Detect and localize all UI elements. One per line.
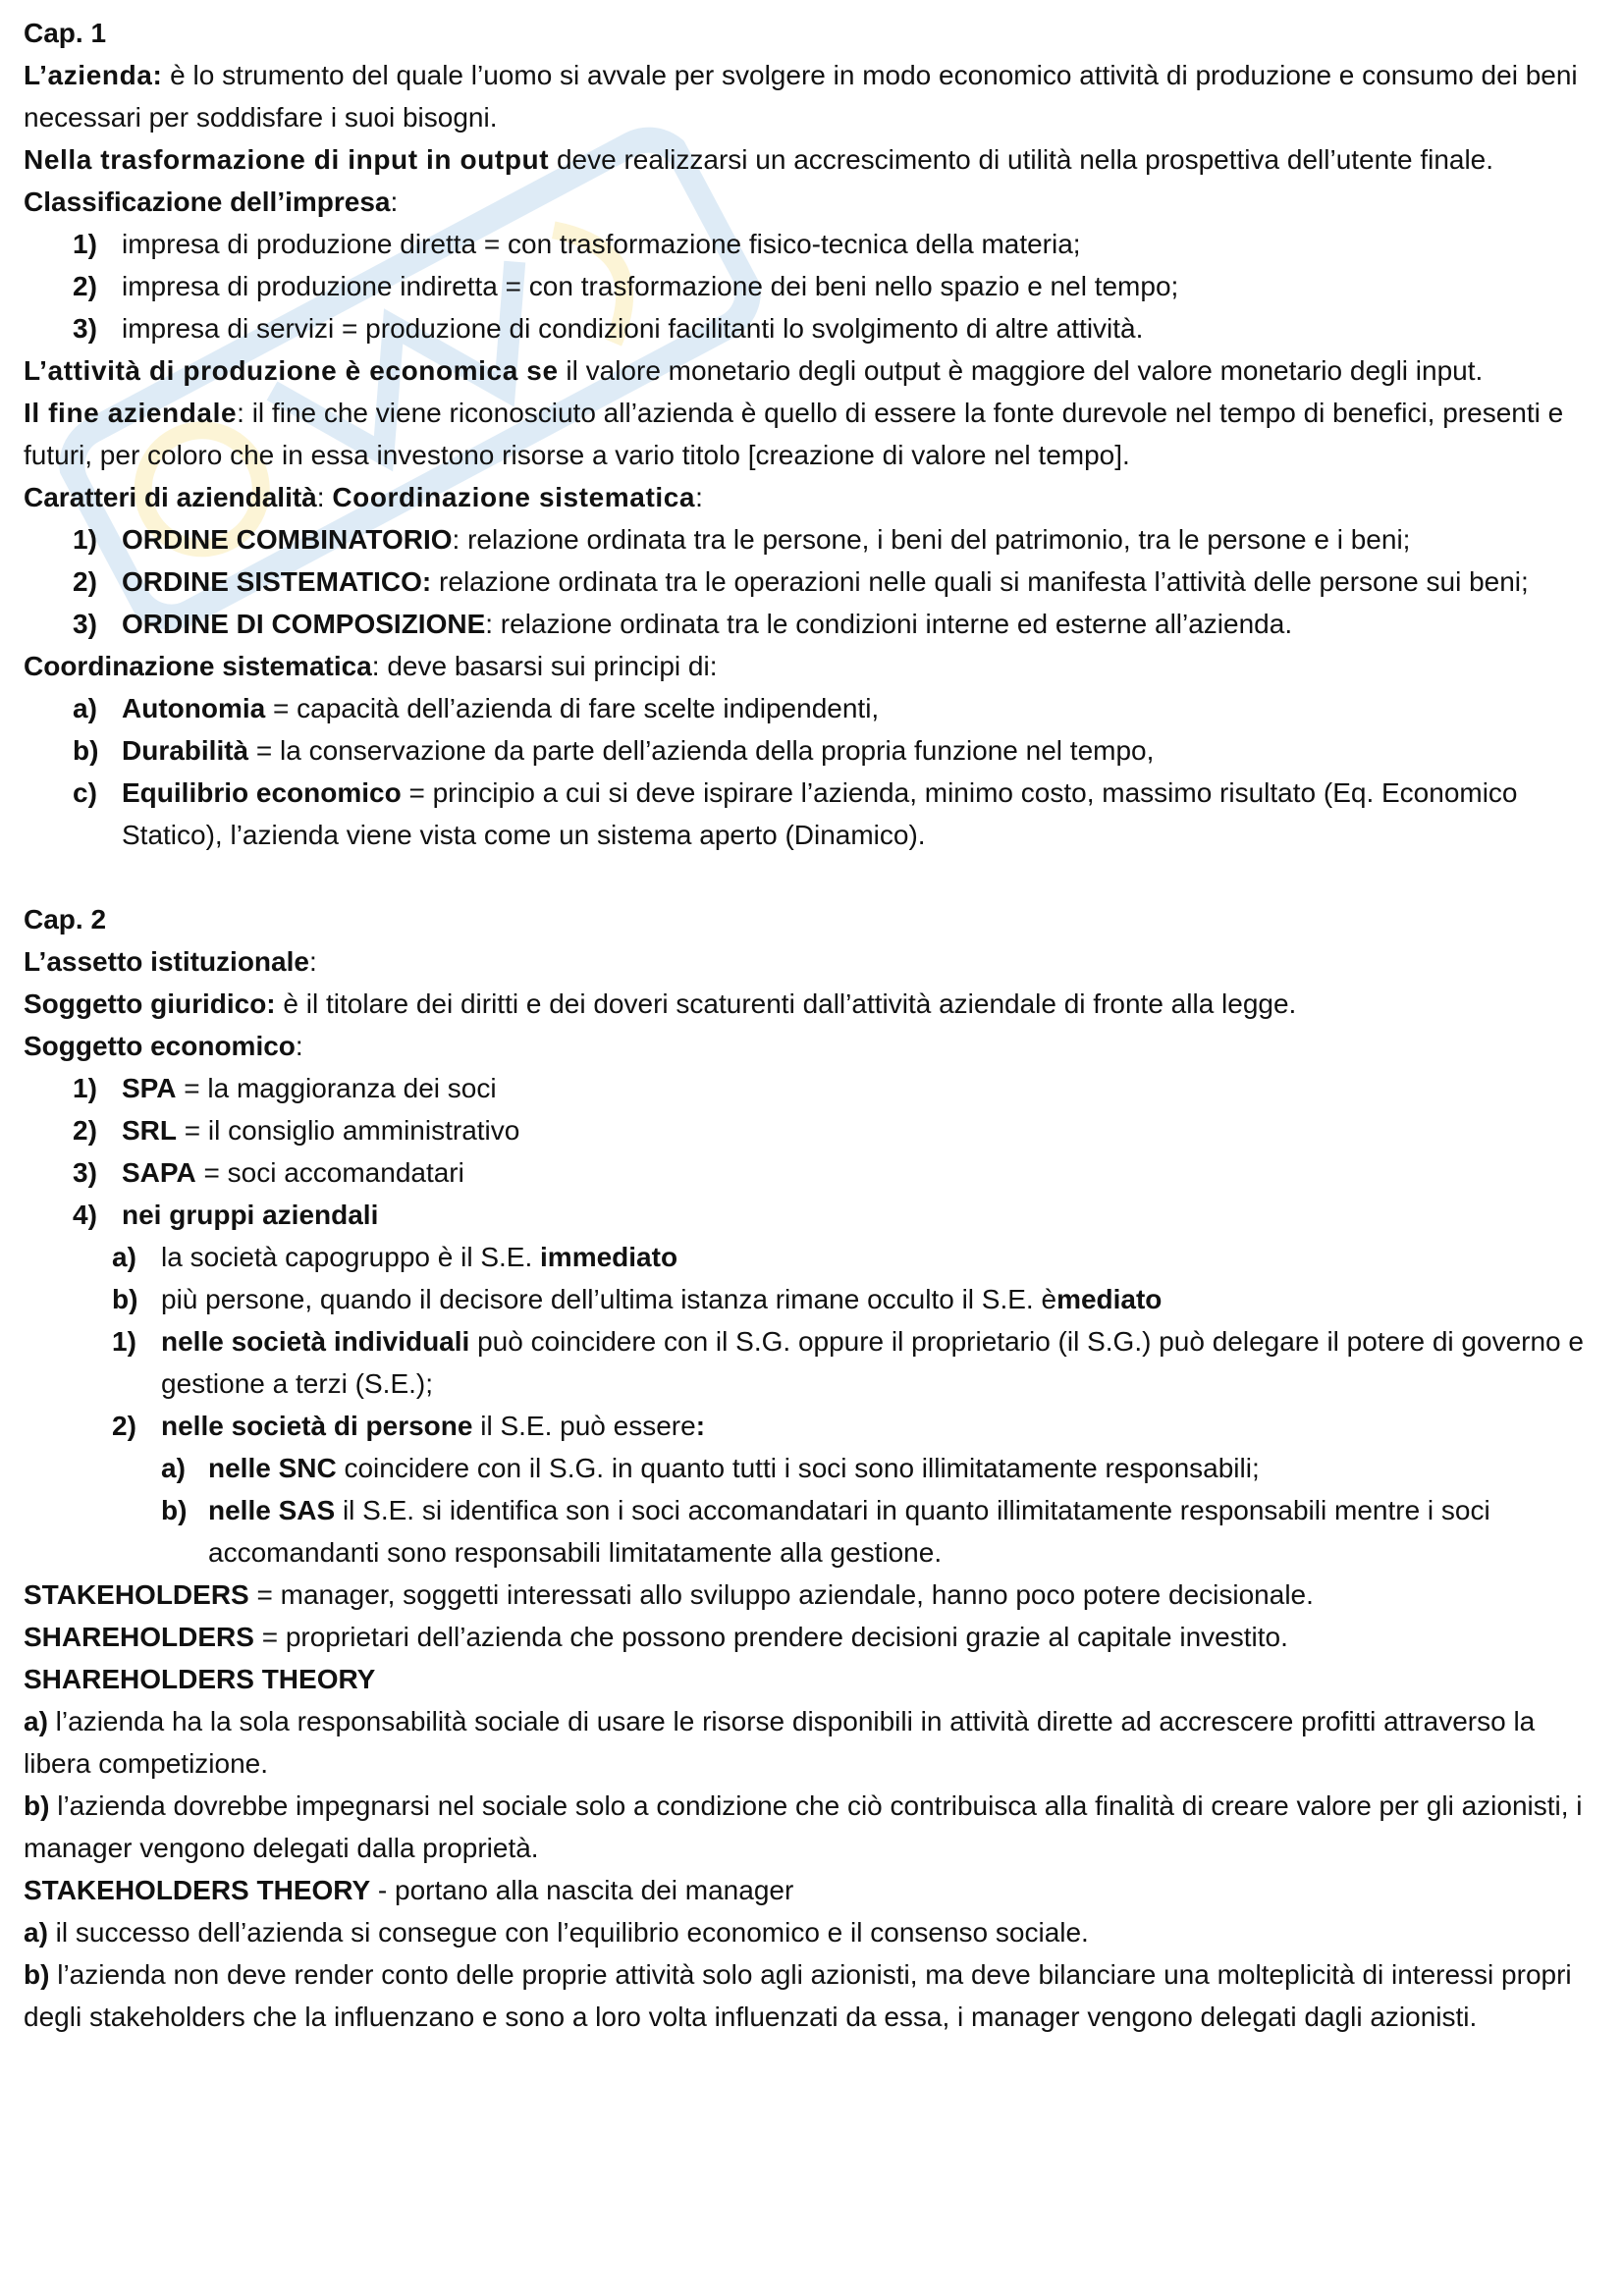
- caratteri-heading: Caratteri di aziendalità: Coordinazione sistematica:: [24, 482, 703, 512]
- stakeholders-theory-b: b) l’azienda non deve render conto delle proprie attività solo agli azionisti, ma deve bilanciare una molteplicità di interessi propri degli stakeholders che la influenzano e sono a loro volta influenzati da essa, i manager vengono delegati dagli azionisti.: [24, 1959, 1572, 2032]
- list-item: 2) ORDINE SISTEMATICO: relazione ordinata tra le operazioni nelle quali si manifesta l’attività delle persone sui beni;: [73, 566, 1529, 597]
- list-item: b) nelle SAS il S.E. si identifica son i soci accomandatari in quanto illimitatamente responsabili mentre i soci accomandanti sono responsabili limitatamente alla gestione.: [161, 1495, 1490, 1568]
- section-gap: [24, 856, 1595, 898]
- list-item: a) nelle SNC coincidere con il S.G. in quanto tutti i soci sono illimitatamente responsabili;: [161, 1453, 1260, 1483]
- classificazione-heading: Classificazione dell’impresa:: [24, 187, 399, 217]
- shareholders-theory-heading: SHAREHOLDERS THEORY: [24, 1664, 376, 1694]
- stakeholders-theory-heading: STAKEHOLDERS THEORY - portano alla nascita dei manager: [24, 1875, 794, 1905]
- list-item: 2) nelle società di persone il S.E. può essere:: [112, 1411, 706, 1441]
- cap2-title: Cap. 2: [24, 904, 107, 934]
- list-item: 1) nelle società individuali può coincidere con il S.G. oppure il proprietario (il S.G.) può delegare il potere di governo e gestione a terzi (S.E.);: [112, 1326, 1584, 1399]
- soggetto-economico-heading: Soggetto economico:: [24, 1031, 303, 1061]
- list-item: 1) SPA = la maggioranza dei soci: [73, 1073, 497, 1103]
- list-item: 1) ORDINE COMBINATORIO: relazione ordinata tra le persone, i beni del patrimonio, tra le persone e i beni;: [73, 524, 1411, 555]
- paragraph-trasformazione: Nella trasformazione di input in output deve realizzarsi un accrescimento di utilità nella prospettiva dell’utente finale.: [24, 144, 1494, 175]
- document-page: [24, 12, 1595, 2038]
- paragraph-attivita: L’attività di produzione è economica se il valore monetario degli output è maggiore del valore monetario degli input.: [24, 355, 1484, 386]
- stakeholders-theory-a: a) il successo dell’azienda si consegue con l’equilibrio economico e il consenso sociale.: [24, 1917, 1089, 1948]
- paragraph-azienda: L’azienda: è lo strumento del quale l’uomo si avvale per svolgere in modo economico attività di produzione e consumo dei beni necessari per soddisfare i suoi bisogni.: [24, 60, 1578, 133]
- shareholders-theory-b: b) l’azienda dovrebbe impegnarsi nel sociale solo a condizione che ciò contribuisca alla finalità di creare valore per gli azionisti, i manager vengono delegati dalla proprietà.: [24, 1790, 1583, 1863]
- assetto-heading: L’assetto istituzionale:: [24, 946, 317, 977]
- list-item: 3) SAPA = soci accomandatari: [73, 1157, 464, 1188]
- list-item: a) Autonomia = capacità dell’azienda di fare scelte indipendenti,: [73, 693, 880, 723]
- list-item: 3) impresa di servizi = produzione di condizioni facilitanti lo svolgimento di altre attività.: [73, 313, 1144, 344]
- paragraph-soggetto-giuridico: Soggetto giuridico: è il titolare dei diritti e dei doveri scaturenti dall’attività aziendale di fronte alla legge.: [24, 988, 1297, 1019]
- cap1-title: Cap. 1: [24, 18, 107, 48]
- list-item: 1) impresa di produzione diretta = con trasformazione fisico-tecnica della materia;: [73, 229, 1081, 259]
- list-item: b) più persone, quando il decisore dell’ultima istanza rimane occulto il S.E. èmediato: [112, 1284, 1163, 1314]
- list-item: a) la società capogruppo è il S.E. immediato: [112, 1242, 678, 1272]
- paragraph-fine: Il fine aziendale: il fine che viene riconosciuto all’azienda è quello di essere la fonte durevole nel tempo di benefici, presenti e futuri, per coloro che in essa investono risorse a vario titolo [creazione di valore nel tempo].: [24, 398, 1564, 470]
- paragraph-shareholders: SHAREHOLDERS = proprietari dell’azienda che possono prendere decisioni grazie al capitale investito.: [24, 1622, 1288, 1652]
- list-item: 4) nei gruppi aziendali: [73, 1200, 379, 1230]
- paragraph-stakeholders: STAKEHOLDERS = manager, soggetti interessati allo sviluppo aziendale, hanno poco potere decisionale.: [24, 1579, 1314, 1610]
- coordinazione-heading: Coordinazione sistematica: deve basarsi sui principi di:: [24, 651, 718, 681]
- list-item: 2) SRL = il consiglio amministrativo: [73, 1115, 520, 1146]
- list-item: 2) impresa di produzione indiretta = con trasformazione dei beni nello spazio e nel tempo;: [73, 271, 1179, 301]
- shareholders-theory-a: a) l’azienda ha la sola responsabilità sociale di usare le risorse disponibili in attività dirette ad accrescere profitti attraverso la libera competizione.: [24, 1706, 1536, 1779]
- list-item: 3) ORDINE DI COMPOSIZIONE: relazione ordinata tra le condizioni interne ed esterne all’azienda.: [73, 609, 1293, 639]
- list-item: b) Durabilità = la conservazione da parte dell’azienda della propria funzione nel tempo,: [73, 735, 1155, 766]
- list-item: c) Equilibrio economico = principio a cui si deve ispirare l’azienda, minimo costo, massimo risultato (Eq. Economico Statico), l’azienda viene vista come un sistema aperto (Dinamico).: [73, 777, 1518, 850]
